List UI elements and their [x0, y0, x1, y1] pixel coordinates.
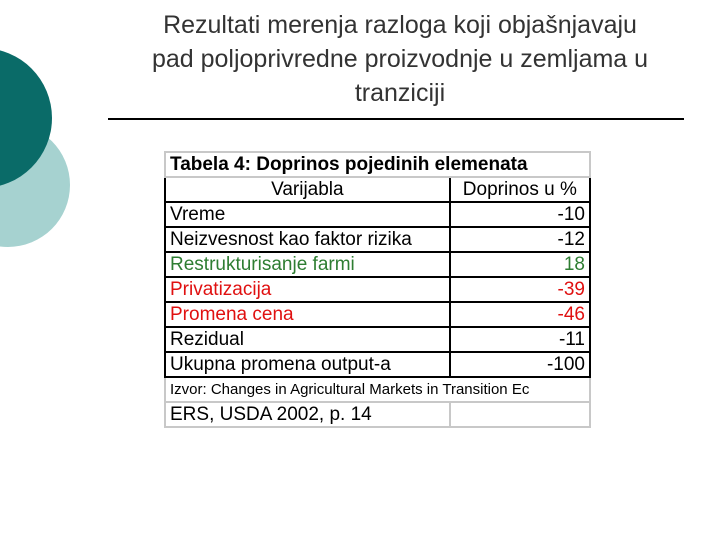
row-value: -10	[450, 202, 590, 227]
row-label: Ukupna promena output-a	[165, 352, 450, 377]
source-line-1	[165, 377, 590, 402]
row-label: Vreme	[165, 202, 450, 227]
row-value: -100	[450, 352, 590, 377]
row-value: -46	[450, 302, 590, 327]
row-value: -11	[450, 327, 590, 352]
header-variable: Varijabla	[165, 177, 450, 202]
source-row	[165, 402, 590, 427]
table-row	[165, 327, 590, 352]
source-row	[165, 377, 590, 402]
slide-title	[110, 8, 690, 110]
row-value: -12	[450, 227, 590, 252]
title-divider	[108, 118, 684, 120]
row-value: 18	[450, 252, 590, 277]
slide-title-line-1: Rezultati merenja razloga koji objašnjavaju	[163, 11, 637, 39]
slide-title-line-3: tranziciji	[354, 79, 446, 107]
row-label: Rezidual	[165, 327, 450, 352]
table-row	[165, 252, 590, 277]
table-row	[165, 202, 590, 227]
table-row	[165, 352, 590, 377]
table-row	[165, 227, 590, 252]
table-header-row	[165, 177, 590, 202]
table-row	[165, 302, 590, 327]
table-row	[165, 277, 590, 302]
slide-title-line-2: pad poljoprivredne proizvodnje u zemljama u	[151, 45, 649, 73]
row-value: -39	[450, 277, 590, 302]
row-label: Restrukturisanje farmi	[165, 252, 450, 277]
table-caption: Tabela 4: Doprinos pojedinih elemenata	[165, 152, 590, 177]
header-contribution: Doprinos u %	[450, 177, 590, 202]
decorative-circles	[0, 0, 120, 300]
row-label: Neizvesnost kao faktor rizika	[165, 227, 450, 252]
source-line-2: ERS, USDA 2002, p. 14	[165, 402, 450, 427]
row-label: Promena cena	[165, 302, 450, 327]
contribution-table	[164, 151, 591, 428]
source-empty-cell	[450, 402, 590, 427]
row-label: Privatizacija	[165, 277, 450, 302]
source-text-1: Izvor: Changes in Agricultural Markets in Transition Ec	[170, 381, 530, 398]
table-caption-row	[165, 152, 590, 177]
